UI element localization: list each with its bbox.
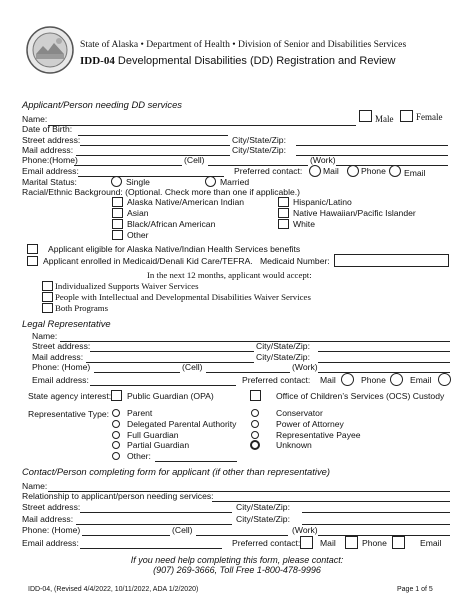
marital-label: Marital Status: bbox=[22, 177, 77, 187]
legal-pref-mail-radio[interactable] bbox=[341, 373, 354, 386]
contact-city-label: City/State/Zip: bbox=[236, 502, 290, 512]
applicant-phone-label: Phone:(Home) bbox=[22, 155, 78, 165]
legal-street-field[interactable] bbox=[90, 351, 254, 352]
contact-pref-email-label: Email bbox=[420, 538, 442, 548]
legal-mail-label: Mail address: bbox=[32, 352, 84, 362]
waiver-isw-checkbox[interactable] bbox=[42, 281, 53, 291]
applicant-preferred-label: Preferred contact: bbox=[234, 166, 303, 176]
applicant-pref-mail-label: Mail bbox=[323, 166, 339, 176]
single-label: Single bbox=[126, 177, 150, 187]
rep-option-label: Partial Guardian bbox=[127, 440, 190, 450]
ocs-custody-checkbox[interactable] bbox=[250, 390, 261, 401]
applicant-city-label: City/State/Zip: bbox=[232, 135, 286, 145]
legal-name-label: Name: bbox=[32, 331, 58, 341]
legal-pref-email-radio[interactable] bbox=[438, 373, 451, 386]
legal-pref-phone-radio[interactable] bbox=[390, 373, 403, 386]
married-radio[interactable] bbox=[205, 176, 216, 187]
form-title: IDD-04 Developmental Disabilities (DD) Registration and Review bbox=[80, 55, 396, 67]
contact-name-label: Name: bbox=[22, 481, 48, 491]
agency-interest-label: State agency interest: bbox=[28, 391, 112, 401]
legal-pref-email-label: Email bbox=[410, 375, 432, 385]
applicant-home-phone-field[interactable] bbox=[74, 165, 182, 166]
legal-city-label: City/State/Zip: bbox=[256, 341, 310, 351]
applicant-mail-label: Mail address: bbox=[22, 145, 74, 155]
medicaid-enrolled-label: Applicant enrolled in Medicaid/Denali Kid Care/TEFRA. bbox=[43, 256, 253, 266]
contact-street-field[interactable] bbox=[80, 512, 232, 513]
contact-pref-mail-label: Mail bbox=[320, 538, 336, 548]
waiver-option-label: Both Programs bbox=[55, 303, 109, 313]
contact-phone-label: Phone: (Home) bbox=[22, 525, 81, 535]
waiver-option-label: Individualized Supports Waiver Services bbox=[55, 281, 199, 291]
legal-pref-phone-label: Phone bbox=[361, 375, 386, 385]
public-guardian-label: Public Guardian (OPA) bbox=[127, 391, 214, 401]
applicant-pref-phone-label: Phone bbox=[361, 166, 386, 176]
next12-label: In the next 12 months, applicant would accept: bbox=[147, 270, 312, 280]
rep-option-label: Unknown bbox=[276, 440, 312, 450]
applicant-street-label: Street address: bbox=[22, 135, 81, 145]
medicaid-number-label: Medicaid Number: bbox=[260, 256, 330, 266]
contact-pref-phone-checkbox[interactable] bbox=[345, 536, 358, 549]
legal-work-field[interactable] bbox=[318, 372, 450, 373]
legal-email-label: Email address: bbox=[32, 375, 89, 385]
race-hawaiian-checkbox[interactable] bbox=[278, 208, 289, 218]
race-label: Racial/Ethnic Background: (Optional. Check more than one if applicable.) bbox=[22, 187, 301, 197]
married-label: Married bbox=[220, 177, 250, 187]
contact-city2-label: City/State/Zip: bbox=[236, 514, 290, 524]
race-option-label: Native Hawaiian/Pacific Islander bbox=[293, 208, 416, 218]
contact-mail-field[interactable] bbox=[76, 524, 232, 525]
legal-city2-label: City/State/Zip: bbox=[256, 352, 310, 362]
rep-option-label: Power of Attorney bbox=[276, 419, 344, 429]
legal-email-field[interactable] bbox=[90, 385, 236, 386]
race-option-label: Asian bbox=[127, 208, 149, 218]
applicant-city-field[interactable] bbox=[296, 145, 448, 146]
applicant-email-field[interactable] bbox=[78, 176, 224, 177]
rep-other-radio[interactable] bbox=[112, 452, 120, 460]
legal-work-label: (Work) bbox=[292, 362, 318, 372]
ihs-eligible-label: Applicant eligible for Alaska Native/Indian Health Services benefits bbox=[48, 244, 301, 254]
race-option-label: Other bbox=[127, 230, 149, 240]
applicant-section-heading: Applicant/Person needing DD services bbox=[22, 99, 182, 110]
rep-option-label: Representative Payee bbox=[276, 430, 361, 440]
alaska-seal-logo bbox=[26, 26, 74, 74]
applicant-street-field[interactable] bbox=[80, 145, 230, 146]
applicant-pref-phone-radio[interactable] bbox=[347, 165, 359, 177]
contact-home-phone-field[interactable] bbox=[82, 535, 170, 536]
public-guardian-checkbox[interactable] bbox=[111, 390, 122, 401]
applicant-city2-label: City/State/Zip: bbox=[232, 145, 286, 155]
race-black-checkbox[interactable] bbox=[112, 219, 123, 229]
rep-unknown-radio[interactable] bbox=[250, 440, 260, 450]
contact-preferred-label: Preferred contact: bbox=[232, 538, 301, 548]
rep-option-label: Other: bbox=[127, 451, 151, 461]
contact-cell-label: (Cell) bbox=[172, 525, 193, 535]
race-hispanic-checkbox[interactable] bbox=[278, 197, 289, 207]
rep-option-label: Full Guardian bbox=[127, 430, 179, 440]
race-option-label: Hispanic/Latino bbox=[293, 197, 352, 207]
footer-revision: IDD-04, (Revised 4/4/2022, 10/11/2022, ADA 1/2/2020) bbox=[28, 586, 199, 593]
legal-section-heading: Legal Representative bbox=[22, 318, 111, 329]
rep-full-guardian-radio[interactable] bbox=[112, 431, 120, 439]
contact-email-field[interactable] bbox=[80, 548, 222, 549]
legal-cell-label: (Cell) bbox=[182, 362, 203, 372]
rep-delegated-radio[interactable] bbox=[112, 420, 120, 428]
contact-email-label: Email address: bbox=[22, 538, 79, 548]
race-option-label: Black/African American bbox=[127, 219, 216, 229]
medicaid-enrolled-checkbox[interactable] bbox=[27, 256, 38, 266]
contact-mail-label: Mail address: bbox=[22, 514, 74, 524]
race-option-label: Alaska Native/American Indian bbox=[127, 197, 245, 207]
agency-header: State of Alaska • Department of Health • Division of Senior and Disabilities Services bbox=[80, 39, 407, 50]
race-option-label: White bbox=[293, 219, 315, 229]
relationship-label: Relationship to applicant/person needing services: bbox=[22, 491, 214, 501]
contact-pref-email-checkbox[interactable] bbox=[392, 536, 405, 549]
contact-work-field[interactable] bbox=[318, 535, 450, 536]
contact-street-label: Street address: bbox=[22, 502, 81, 512]
contact-section-heading: Contact/Person completing form for applicant (if other than representative) bbox=[22, 466, 330, 477]
rep-option-label: Conservator bbox=[276, 408, 323, 418]
waiver-idd-checkbox[interactable] bbox=[42, 292, 53, 302]
rep-partial-guardian-radio[interactable] bbox=[112, 441, 120, 449]
rep-payee-radio[interactable] bbox=[251, 431, 259, 439]
rep-other-field[interactable] bbox=[155, 461, 237, 462]
legal-preferred-label: Preferred contact: bbox=[242, 375, 311, 385]
rep-parent-radio[interactable] bbox=[112, 409, 120, 417]
dob-label: Date of Birth: bbox=[22, 124, 73, 134]
applicant-work-label: (Work) bbox=[310, 155, 336, 165]
female-checkbox[interactable] bbox=[400, 110, 413, 122]
applicant-cell-label: (Cell) bbox=[184, 155, 205, 165]
contact-pref-phone-label: Phone bbox=[362, 538, 387, 548]
rep-conservator-radio[interactable] bbox=[251, 409, 259, 417]
waiver-option-label: People with Intellectual and Developmental Disabilities Waiver Services bbox=[55, 292, 311, 302]
applicant-name-field[interactable] bbox=[48, 125, 356, 126]
rep-poa-radio[interactable] bbox=[251, 420, 259, 428]
contact-city-field[interactable] bbox=[302, 512, 450, 513]
race-alaska-native-checkbox[interactable] bbox=[112, 197, 123, 207]
ihs-eligible-checkbox[interactable] bbox=[27, 244, 38, 254]
legal-phone-label: Phone: (Home) bbox=[32, 362, 91, 372]
waiver-both-checkbox[interactable] bbox=[42, 303, 53, 313]
applicant-name-label: Name: bbox=[22, 114, 48, 124]
dob-field[interactable] bbox=[78, 135, 228, 136]
single-radio[interactable] bbox=[111, 176, 122, 187]
race-asian-checkbox[interactable] bbox=[112, 208, 123, 218]
legal-cell-field[interactable] bbox=[206, 372, 290, 373]
contact-cell-field[interactable] bbox=[196, 535, 288, 536]
legal-city2-field[interactable] bbox=[318, 362, 450, 363]
legal-mail-field[interactable] bbox=[86, 362, 254, 363]
legal-pref-mail-label: Mail bbox=[320, 375, 336, 385]
female-label: Female bbox=[416, 112, 443, 122]
legal-home-phone-field[interactable] bbox=[94, 372, 180, 373]
contact-work-label: (Work) bbox=[292, 525, 318, 535]
race-other-checkbox[interactable] bbox=[112, 230, 123, 240]
applicant-email-label: Email address: bbox=[22, 166, 79, 176]
rep-option-label: Delegated Parental Authority bbox=[127, 419, 237, 429]
male-checkbox[interactable] bbox=[359, 110, 372, 122]
help-line-1: If you need help completing this form, please contact: bbox=[130, 555, 344, 565]
legal-street-label: Street address: bbox=[32, 341, 91, 351]
contact-pref-mail-checkbox[interactable] bbox=[300, 536, 313, 549]
rep-type-label: Representative Type: bbox=[28, 409, 110, 419]
applicant-pref-email-radio[interactable] bbox=[389, 165, 401, 177]
legal-city-field[interactable] bbox=[318, 351, 450, 352]
medicaid-number-field[interactable] bbox=[334, 254, 449, 267]
applicant-pref-mail-radio[interactable] bbox=[309, 165, 321, 177]
race-white-checkbox[interactable] bbox=[278, 219, 289, 229]
male-label: Male bbox=[375, 114, 394, 124]
applicant-mail-field[interactable] bbox=[76, 155, 230, 156]
ocs-custody-label: Office of Children’s Services (OCS) Custody bbox=[276, 391, 445, 401]
help-line-2: (907) 269-3666, Toll Free 1-800-478-9996 bbox=[153, 565, 321, 575]
legal-name-field[interactable] bbox=[60, 341, 450, 342]
contact-city2-field[interactable] bbox=[302, 524, 450, 525]
footer-page-number: Page 1 of 5 bbox=[397, 586, 433, 593]
rep-option-label: Parent bbox=[127, 408, 153, 418]
applicant-pref-email-label: Email bbox=[404, 168, 426, 178]
